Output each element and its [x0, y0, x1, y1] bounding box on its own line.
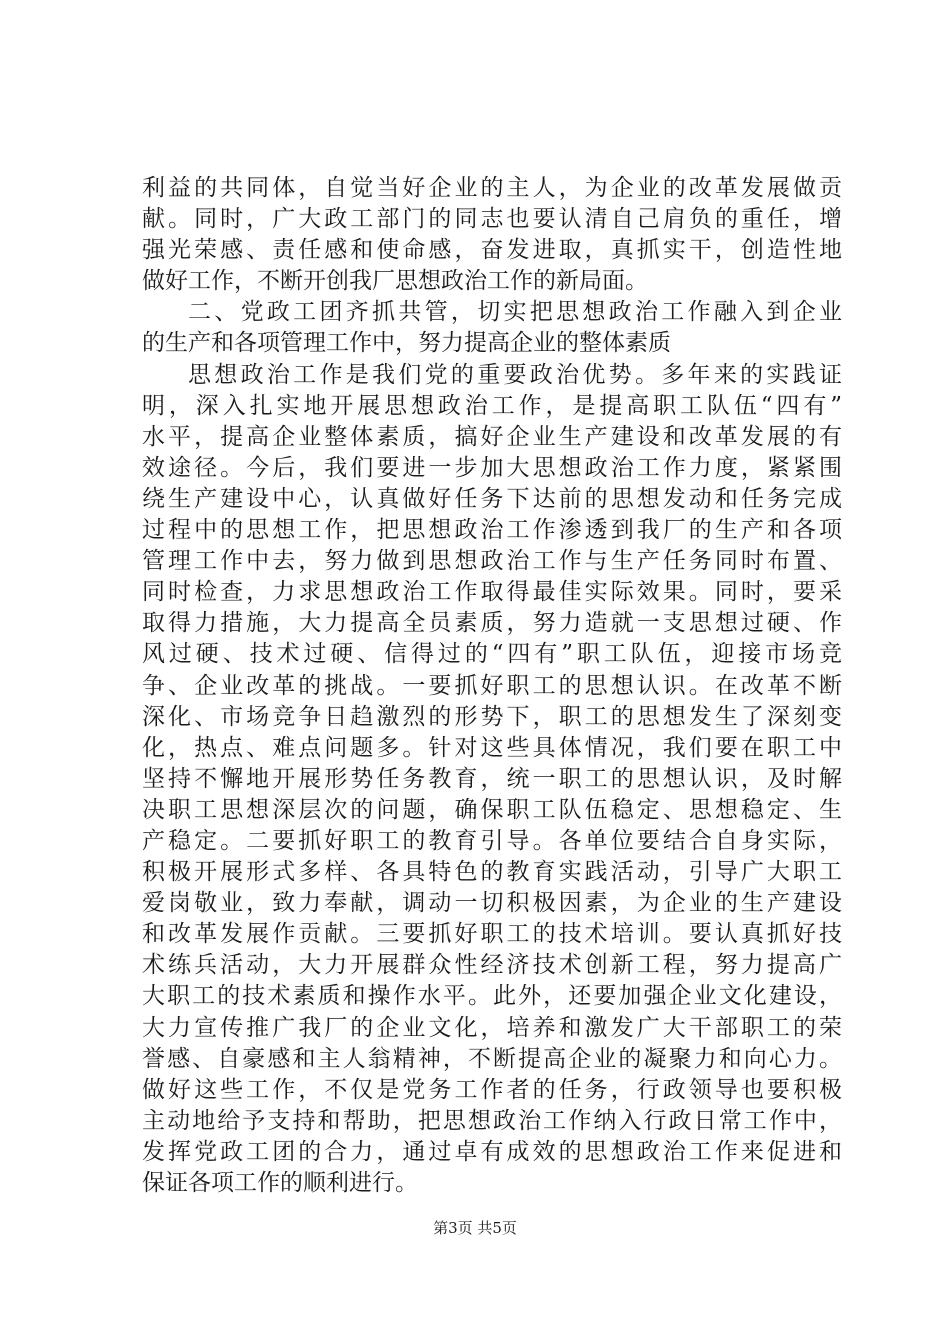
- text-line: 保证各项工作的顺利进行。: [142, 1170, 418, 1196]
- text-line: 绕生产建设中心，认真做好任务下达前的思想发动和任务完成: [142, 485, 842, 512]
- text-line: 做好工作，不断开创我厂思想政治工作的新局面。: [142, 268, 648, 295]
- text-line: 主动地给予支持和帮助，把思想政治工作纳入行政日常工作中，: [142, 1107, 842, 1134]
- text-line: 深化、市场竞争日趋激烈的形势下，职工的思想发生了深刻变: [142, 703, 842, 730]
- text-line: 坚持不懈地开展形势任务教育，统一职工的思想认识，及时解: [142, 765, 842, 792]
- text-line: 积极开展形式多样、各具特色的教育实践活动，引导广大职工: [142, 859, 842, 886]
- section-heading-line: 的生产和各项管理工作中，努力提高企业的整体素质: [142, 330, 671, 357]
- text-line: 明，深入扎实地开展思想政治工作，是提高职工队伍“四有”: [142, 392, 842, 419]
- text-line: 大职工的技术素质和操作水平。此外，还要加强企业文化建设，: [142, 983, 842, 1010]
- text-line: 思想政治工作是我们党的重要政治优势。多年来的实践证: [188, 361, 842, 388]
- text-line: 水平，提高企业整体素质，搞好企业生产建设和改革发展的有: [142, 423, 842, 450]
- text-line: 发挥党政工团的合力，通过卓有成效的思想政治工作来促进和: [142, 1138, 842, 1165]
- text-line: 取得力措施，大力提高全员素质，努力造就一支思想过硬、作: [142, 610, 842, 637]
- text-line: 献。同时，广大政工部门的同志也要认清自己肩负的重任，增: [142, 206, 842, 233]
- text-line: 产稳定。二要抓好职工的教育引导。各单位要结合自身实际，: [142, 827, 842, 854]
- text-line: 决职工思想深层次的问题，确保职工队伍稳定、思想稳定、生: [142, 796, 842, 823]
- text-line: 利益的共同体，自觉当好企业的主人，为企业的改革发展做贡: [142, 175, 842, 201]
- text-line: 大力宣传推广我厂的企业文化，培养和激发广大干部职工的荣: [142, 1014, 842, 1041]
- body-text: [142, 173, 842, 1199]
- text-line: 强光荣感、责任感和使命感，奋发进取，真抓实干，创造性地: [142, 237, 842, 264]
- text-line: 争、企业改革的挑战。一要抓好职工的思想认识。在改革不断: [142, 672, 842, 699]
- text-line: 爱岗敬业，致力奉献，调动一切积极因素，为企业的生产建设: [142, 890, 842, 917]
- text-line: 术练兵活动，大力开展群众性经济技术创新工程，努力提高广: [142, 952, 842, 979]
- text-line: 和改革发展作贡献。三要抓好职工的技术培训。要认真抓好技: [142, 921, 842, 948]
- text-line: 同时检查，力求思想政治工作取得最佳实际效果。同时，要采: [142, 579, 842, 606]
- text-line: 做好这些工作，不仅是党务工作者的任务，行政领导也要积极: [142, 1076, 842, 1103]
- text-line: 风过硬、技术过硬、信得过的“四有”职工队伍，迎接市场竞: [142, 641, 842, 668]
- page-number-footer: 第3页 共5页: [433, 1219, 517, 1237]
- text-line: 效途径。今后，我们要进一步加大思想政治工作力度，紧紧围: [142, 454, 842, 481]
- section-heading-line: 二、党政工团齐抓共管，切实把思想政治工作融入到企业: [188, 299, 842, 326]
- text-line: 化，热点、难点问题多。针对这些具体情况，我们要在职工中: [142, 734, 842, 761]
- text-line: 誉感、自豪感和主人翁精神，不断提高企业的凝聚力和向心力。: [142, 1045, 842, 1072]
- text-line: 管理工作中去，努力做到思想政治工作与生产任务同时布置、: [142, 548, 842, 575]
- text-line: 过程中的思想工作，把思想政治工作渗透到我厂的生产和各项: [142, 517, 842, 544]
